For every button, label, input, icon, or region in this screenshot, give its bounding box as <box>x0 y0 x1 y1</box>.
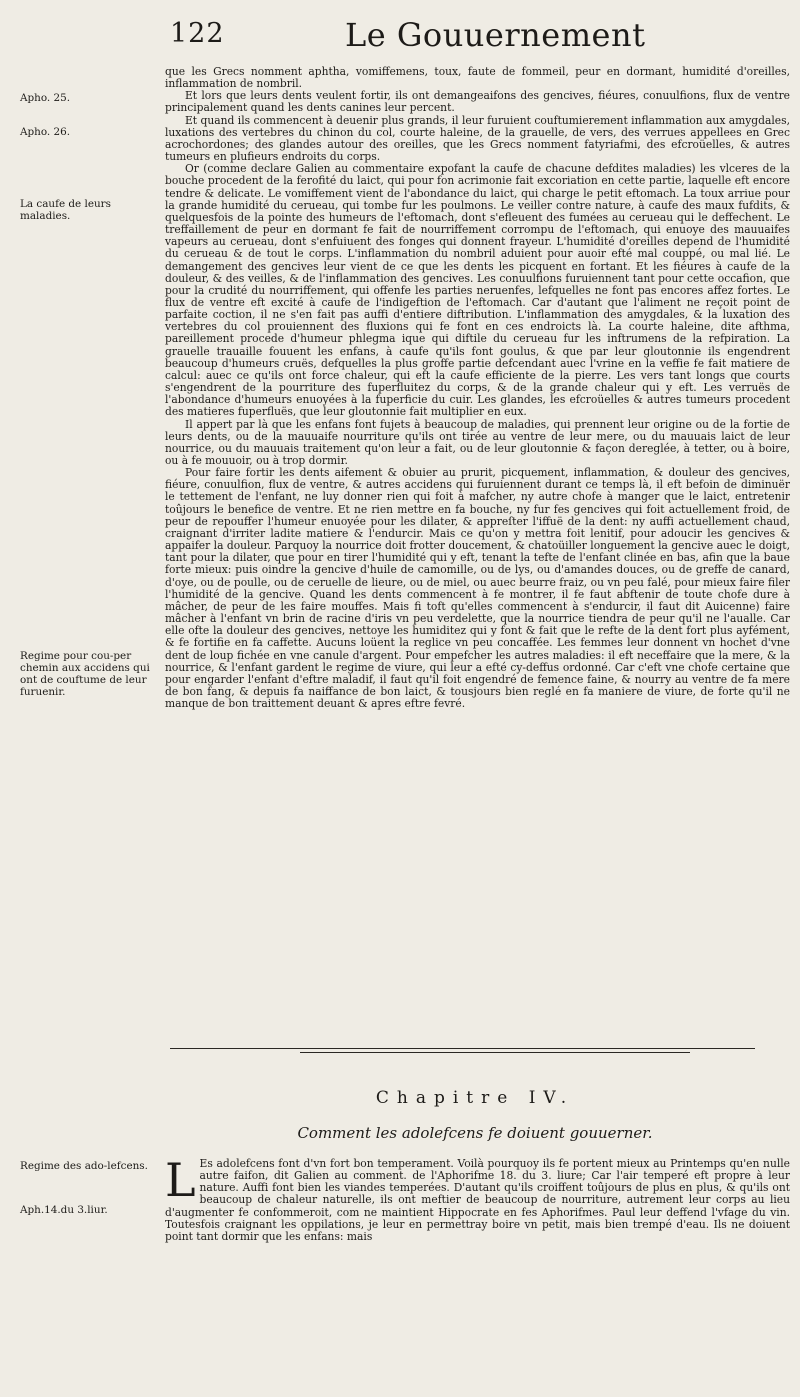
margin-note: Aph.14.du 3.liur. <box>20 1204 108 1216</box>
margin-note: Regime des ado-lefcens. <box>20 1160 148 1172</box>
margin-note: Regime pour cou-per chemin aux accidens qui ont de couftume de leur furuenir. <box>20 650 150 698</box>
paragraph: Et lors que leurs dents veulent fortir, ils ont demangeaifons des gencives, fiéures, conuulfions, flux de ventre principalement quand les dents canines leur percent. <box>165 89 790 115</box>
margin-note: Apho. 26. <box>20 126 71 138</box>
section-rule-thin <box>300 1052 690 1053</box>
paragraph: que les Grecs nomment aphtha, vomiffemens, toux, faute de fommeil, peur en dormant, humidité d'oreilles, inflammation de nombril. <box>165 65 790 91</box>
margin-note: La caufe de leurs maladies. <box>20 198 111 222</box>
margin-note: Apho. 25. <box>20 92 71 104</box>
chapter-title: Chapitre IV. <box>375 1088 575 1108</box>
paragraph: Pour faire fortir les dents aifement & obuier au prurit, picquement, inflammation, & douleur des gencives, fiéure, conuulfion, flux de ventre, & autres accidens qui furuiennent durant ce temps là, il eft befoin de diminuër le tettement de l'enfant, ne luy donner rien qui foit à mafcher, ny autre chofe à manger que le laict, entretenir toûjours le benefice de ventre. Et ne rien mettre en fa bouche, ny fur fes gencives qui foit actuellement froid, de peur de repouffer l'humeur enuoyée pour les dilater, & appreſter l'iffuë de la dent: ny auffi actuellement chaud, craignant d'irriter ladite matiere & l'endurcir. Mais ce qu'on y mettra foit lenitif, pour adoucir les gencives & appaifer la douleur. Parquoy la nourrice doit frotter doucement, & chatoüiller longuement la gencive auec le doigt, tant pour la dilater, que pour en tirer l'humidité qui y eft, tenant la tefte de l'enfant clinée en bas, afin que la baue forte mieux: puis oindre la gencive d'huile de camomille, ou de lys, ou d'amandes douces, ou de greffe de canard, d'oye, ou de poulle, ou de ceruelle de lieure, ou de miel, ou auec beurre fraiz, ou vn peu falé, pour mieux faire filer l'humidité de la gencive. Quand les dents commencent à fe montrer, il fe faut abftenir de toute chofe dure à mâcher, de peur de les faire mouffes. Mais fi toft qu'elles commencent à s'endurcir, il faut dit Auicenne) faire mâcher à l'enfant vn brin de racine d'iris vn peu verdelette, que la nourrice tiendra de peur qu'il ne l'aualle. Car elle ofte la douleur des gencives, nettoye les humiditez qui y font & fait que le refte de la dent fort plus ayfément, & fe fortifie en fa caffette. Aucuns loüent la reglice vn peu concaffée. Les femmes leur donnent vn hochet d'vne dent de loup fichée en vne canule d'argent. Pour empefcher les autres maladies: il eft neceffaire que la mere, & la nourrice, & l'enfant gardent le regime de viure, qui leur a efté cy-deffus ordonné. Car c'eft vne chofe certaine que pour engarder l'enfant d'eftre maladif, il faut qu'il foit engendré de femence faine, & nourry au ventre de fa mere de bon fang, & depuis fa naiffance de bon laict, & tousjours bien reglé en fa maniere de viure, de forte qu'il ne manque de bon traittement deuant & apres eftre fevré. <box>165 466 790 711</box>
paragraph: Il appert par là que les enfans font fujets à beaucoup de maladies, qui prennent leur origine ou de la fortie de leurs dents, ou de la mauuaife nourriture qu'ils ont tirée au ventre de leur mere, ou du mauuais laict de leur nourrice, ou du mauuais traitement qu'on leur a fait, ou de leur gloutonnie & façon dereglée, à tetter, ou à boire, ou à fe mouuoir, ou à trop dormir. <box>165 417 790 467</box>
section-rule <box>170 1048 755 1049</box>
page-number: 122 <box>170 18 225 49</box>
running-title: Le Gouuernement <box>345 16 646 54</box>
drop-cap: L <box>165 1153 196 1207</box>
chapter-paragraph: Es adolefcens font d'vn fort bon temperament. Voilà pourquoy ils fe portent mieux au Printemps qu'en nulle autre faifon, dit Galien au comment. de l'Aphorifme 18. du 3. liure; Car l'air temperé eft propre à leur nature. Auffi font bien les viandes temperées. D'autant qu'ils croiffent toûjours de plus en plus, & qu'ils ont beaucoup de chaleur naturelle, ils ont meftier de beaucoup de nourriture, autrement leur corps au lieu d'augmenter fe confommeroit, com ne maintient Hippocrate en fes Aphorifmes. Paul leur deffend l'vfage du vin. Toutesfois craignant les oppilations, je leur en permettray boire vn petit, mais bien trempé d'eau. Ils ne doiuent point tant dormir que les enfans: mais <box>165 1157 790 1243</box>
body-text <box>165 66 790 710</box>
paragraph: Et quand ils commencent à deuenir plus grands, il leur furuient couftumierement inflammation aux amygdales, luxations des vertebres du chinon du col, courte haleine, de la grauelle, de vers, des verrues appellees en Grec acrochordones; des glandes autour des oreilles, que les Grecs nomment fatyriafmi, des efcroüelles, & autres tumeurs en plufieurs endroits du corps. <box>165 113 790 164</box>
chapter-subtitle: Comment les adolefcens fe doiuent gouuerner. <box>297 1124 653 1142</box>
page-header <box>150 18 790 60</box>
paragraph: Or (comme declare Galien au commentaire expofant la caufe de chacune defdites maladies) les vlceres de la bouche procedent de la ferofité du laict, qui pour fon acrimonie fait excoriation en cette partie, laquelle eft encore tendre & delicate. Le vomiffement vient de l'abondance du laict, qui charge le petit eftomach. La toux arriue pour la grande humidité du cerueau, qui tombe fur les poulmons. Le veiller contre nature, à caufe des maux fufdits, & quelquesfois de la pointe des humeurs de l'eftomach, dont s'efleuent des fumées au cerueau qui le deffechent. Le treffaillement de peur en dormant fe fait de nourriffement corrompu de l'eftomach, qui enuoye des mauuaifes vapeurs au cerueau, dont s'enfuiuent des fonges qui donnent frayeur. L'humidité d'oreilles depend de l'humidité du cerueau & de tout le corps. L'inflammation du nombril aduient pour auoir efté mal couppé, ou mal lié. Le demangement des gencives leur vient de ce que les dents les picquent en fortant. Et les fiéures à caufe de la douleur, & des veilles, & de l'inflammation des gencives. Les conuulfions furuiennent tant pour cette occafion, que pour la crudité du nourriffement, qui offenfe les parties neruenfes, lefquelles ne font pas encores affez fortes. Le flux de ventre eft excité à caufe de l'indigeftion de l'eftomach. Car d'autant que l'aliment ne reçoit point de parfaite coction, il ne s'en fait pas auffi d'entiere diftribution. L'inflammation des amygdales, & la luxation des vertebres du col prouiennent des fluxions qui fe font en ces endroicts là. La courte haleine, dite afthma, pareillement procede d'humeur phlegma ique qui diftile du cerueau fur les inftrumens de la refpiration. La grauelle trauaille fouuent les enfans, à caufe qu'ils font goulus, & que par leur gloutonnie ils engendrent beaucoup d'humeurs cruës, defquelles la plus groffe partie defcendant auec l'vrine en la veffie fe fait matiere de calcul: auec ce qu'ils ont force chaleur, qui eft la caufe efficiente de la pierre. Les vers tant longs que courts s'engendrent de la pourriture des fuperfluitez du corps, & de la grande chaleur qui y eft. Les verruës de l'abondance d'humeurs enuoyées à la fuperficie du cuir. Les glandes, les efcroüelles & autres tumeurs procedent des matieres fuperfluës, que leur gloutonnie fait multiplier en eux. <box>165 162 790 419</box>
chapter-body <box>165 1153 790 1243</box>
